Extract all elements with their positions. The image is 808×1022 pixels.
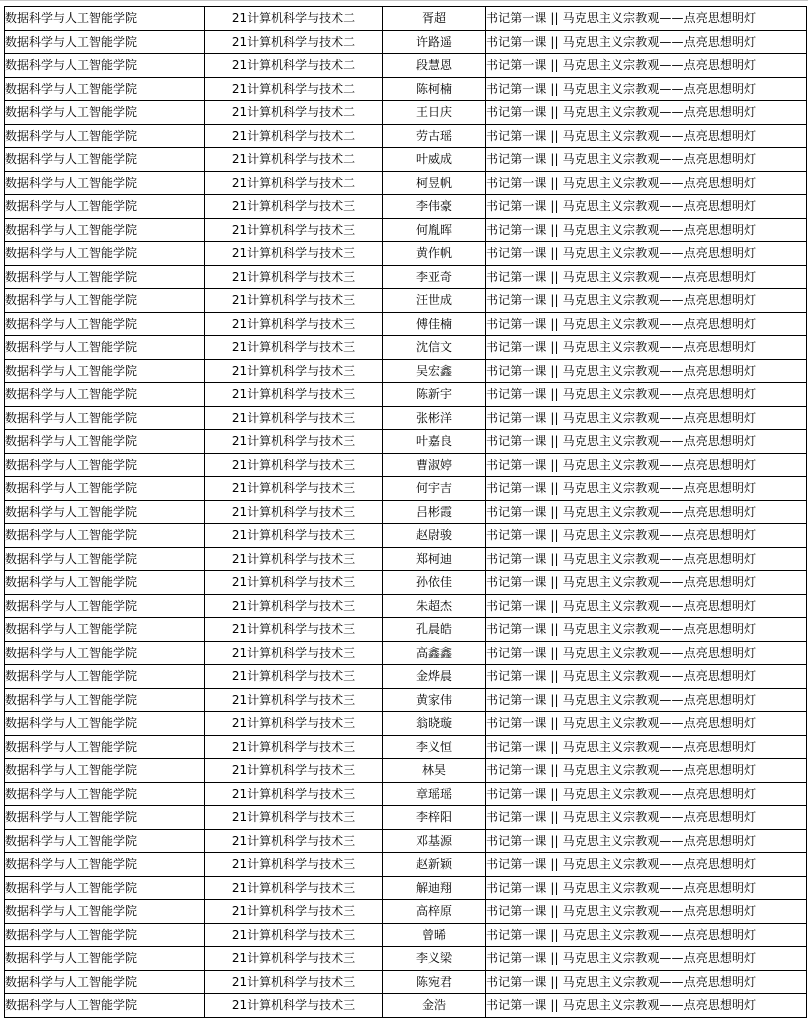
- table-row: [5, 641, 807, 665]
- course-cell: 书记第一课 || 马克思主义宗教观——点亮思想明灯: [486, 171, 807, 195]
- student-name-cell: 朱超杰: [383, 594, 486, 618]
- course-cell: 书记第一课 || 马克思主义宗教观——点亮思想明灯: [486, 618, 807, 642]
- table-row: [5, 524, 807, 548]
- course-cell: 书记第一课 || 马克思主义宗教观——点亮思想明灯: [486, 547, 807, 571]
- student-name-cell: 吴宏鑫: [383, 359, 486, 383]
- class-cell: 21计算机科学与技术三: [205, 477, 383, 501]
- college-cell: 数据科学与人工智能学院: [5, 712, 205, 736]
- college-cell: 数据科学与人工智能学院: [5, 477, 205, 501]
- class-cell: 21计算机科学与技术三: [205, 806, 383, 830]
- student-name-cell: 李亚奇: [383, 265, 486, 289]
- student-name-cell: 孔晨皓: [383, 618, 486, 642]
- student-name-cell: 翁晓璇: [383, 712, 486, 736]
- class-cell: 21计算机科学与技术二: [205, 7, 383, 31]
- class-cell: 21计算机科学与技术三: [205, 289, 383, 313]
- course-cell: 书记第一课 || 马克思主义宗教观——点亮思想明灯: [486, 195, 807, 219]
- student-name-cell: 金浩: [383, 994, 486, 1018]
- course-cell: 书记第一课 || 马克思主义宗教观——点亮思想明灯: [486, 806, 807, 830]
- course-cell: 书记第一课 || 马克思主义宗教观——点亮思想明灯: [486, 242, 807, 266]
- course-cell: 书记第一课 || 马克思主义宗教观——点亮思想明灯: [486, 571, 807, 595]
- table-row: [5, 477, 807, 501]
- student-name-cell: 许路遥: [383, 30, 486, 54]
- student-name-cell: 孙依佳: [383, 571, 486, 595]
- table-row: [5, 453, 807, 477]
- table-row: [5, 571, 807, 595]
- course-cell: 书记第一课 || 马克思主义宗教观——点亮思想明灯: [486, 923, 807, 947]
- table-row: [5, 242, 807, 266]
- class-cell: 21计算机科学与技术三: [205, 265, 383, 289]
- table-row: [5, 994, 807, 1018]
- table-row: [5, 806, 807, 830]
- student-name-cell: 解迪翔: [383, 876, 486, 900]
- course-cell: 书记第一课 || 马克思主义宗教观——点亮思想明灯: [486, 688, 807, 712]
- student-name-cell: 李梓阳: [383, 806, 486, 830]
- student-name-cell: 张彬洋: [383, 406, 486, 430]
- table-row: [5, 101, 807, 125]
- class-cell: 21计算机科学与技术三: [205, 829, 383, 853]
- course-cell: 书记第一课 || 马克思主义宗教观——点亮思想明灯: [486, 30, 807, 54]
- college-cell: 数据科学与人工智能学院: [5, 782, 205, 806]
- table-row: [5, 218, 807, 242]
- college-cell: 数据科学与人工智能学院: [5, 7, 205, 31]
- college-cell: 数据科学与人工智能学院: [5, 876, 205, 900]
- table-row: [5, 712, 807, 736]
- class-cell: 21计算机科学与技术二: [205, 101, 383, 125]
- college-cell: 数据科学与人工智能学院: [5, 54, 205, 78]
- student-name-cell: 李伟豪: [383, 195, 486, 219]
- college-cell: 数据科学与人工智能学院: [5, 30, 205, 54]
- college-cell: 数据科学与人工智能学院: [5, 806, 205, 830]
- college-cell: 数据科学与人工智能学院: [5, 383, 205, 407]
- course-cell: 书记第一课 || 马克思主义宗教观——点亮思想明灯: [486, 500, 807, 524]
- table-row: [5, 923, 807, 947]
- college-cell: 数据科学与人工智能学院: [5, 688, 205, 712]
- college-cell: 数据科学与人工智能学院: [5, 171, 205, 195]
- table-row: [5, 7, 807, 31]
- roster-table-body: [5, 7, 807, 1018]
- table-row: [5, 383, 807, 407]
- course-cell: 书记第一课 || 马克思主义宗教观——点亮思想明灯: [486, 594, 807, 618]
- table-row: [5, 406, 807, 430]
- course-cell: 书记第一课 || 马克思主义宗教观——点亮思想明灯: [486, 218, 807, 242]
- class-cell: 21计算机科学与技术三: [205, 853, 383, 877]
- college-cell: 数据科学与人工智能学院: [5, 641, 205, 665]
- student-name-cell: 章瑶瑶: [383, 782, 486, 806]
- student-name-cell: 林昊: [383, 759, 486, 783]
- table-row: [5, 665, 807, 689]
- class-cell: 21计算机科学与技术二: [205, 77, 383, 101]
- table-row: [5, 54, 807, 78]
- class-cell: 21计算机科学与技术三: [205, 994, 383, 1018]
- course-cell: 书记第一课 || 马克思主义宗教观——点亮思想明灯: [486, 524, 807, 548]
- course-cell: 书记第一课 || 马克思主义宗教观——点亮思想明灯: [486, 359, 807, 383]
- college-cell: 数据科学与人工智能学院: [5, 336, 205, 360]
- course-cell: 书记第一课 || 马克思主义宗教观——点亮思想明灯: [486, 900, 807, 924]
- course-cell: 书记第一课 || 马克思主义宗教观——点亮思想明灯: [486, 54, 807, 78]
- student-name-cell: 高鑫鑫: [383, 641, 486, 665]
- table-row: [5, 876, 807, 900]
- course-cell: 书记第一课 || 马克思主义宗教观——点亮思想明灯: [486, 947, 807, 971]
- class-cell: 21计算机科学与技术三: [205, 218, 383, 242]
- college-cell: 数据科学与人工智能学院: [5, 759, 205, 783]
- student-name-cell: 沈信文: [383, 336, 486, 360]
- college-cell: 数据科学与人工智能学院: [5, 923, 205, 947]
- table-row: [5, 947, 807, 971]
- student-name-cell: 吕彬霞: [383, 500, 486, 524]
- table-row: [5, 30, 807, 54]
- college-cell: 数据科学与人工智能学院: [5, 947, 205, 971]
- student-name-cell: 段慧恩: [383, 54, 486, 78]
- table-row: [5, 688, 807, 712]
- college-cell: 数据科学与人工智能学院: [5, 853, 205, 877]
- student-name-cell: 胥超: [383, 7, 486, 31]
- class-cell: 21计算机科学与技术三: [205, 782, 383, 806]
- class-cell: 21计算机科学与技术三: [205, 759, 383, 783]
- college-cell: 数据科学与人工智能学院: [5, 524, 205, 548]
- college-cell: 数据科学与人工智能学院: [5, 453, 205, 477]
- table-row: [5, 77, 807, 101]
- course-cell: 书记第一课 || 马克思主义宗教观——点亮思想明灯: [486, 970, 807, 994]
- college-cell: 数据科学与人工智能学院: [5, 829, 205, 853]
- course-cell: 书记第一课 || 马克思主义宗教观——点亮思想明灯: [486, 712, 807, 736]
- student-name-cell: 金烨晨: [383, 665, 486, 689]
- student-name-cell: 黄作帆: [383, 242, 486, 266]
- course-cell: 书记第一课 || 马克思主义宗教观——点亮思想明灯: [486, 994, 807, 1018]
- table-row: [5, 759, 807, 783]
- course-cell: 书记第一课 || 马克思主义宗教观——点亮思想明灯: [486, 641, 807, 665]
- roster-table: [4, 6, 807, 1018]
- course-cell: 书记第一课 || 马克思主义宗教观——点亮思想明灯: [486, 101, 807, 125]
- class-cell: 21计算机科学与技术三: [205, 383, 383, 407]
- student-name-cell: 曾晞: [383, 923, 486, 947]
- college-cell: 数据科学与人工智能学院: [5, 218, 205, 242]
- class-cell: 21计算机科学与技术三: [205, 594, 383, 618]
- class-cell: 21计算机科学与技术三: [205, 524, 383, 548]
- class-cell: 21计算机科学与技术三: [205, 547, 383, 571]
- college-cell: 数据科学与人工智能学院: [5, 547, 205, 571]
- course-cell: 书记第一课 || 马克思主义宗教观——点亮思想明灯: [486, 735, 807, 759]
- course-cell: 书记第一课 || 马克思主义宗教观——点亮思想明灯: [486, 124, 807, 148]
- course-cell: 书记第一课 || 马克思主义宗教观——点亮思想明灯: [486, 453, 807, 477]
- class-cell: 21计算机科学与技术三: [205, 641, 383, 665]
- class-cell: 21计算机科学与技术三: [205, 500, 383, 524]
- course-cell: 书记第一课 || 马克思主义宗教观——点亮思想明灯: [486, 336, 807, 360]
- student-name-cell: 柯昱帆: [383, 171, 486, 195]
- class-cell: 21计算机科学与技术三: [205, 312, 383, 336]
- class-cell: 21计算机科学与技术三: [205, 406, 383, 430]
- table-row: [5, 359, 807, 383]
- table-row: [5, 171, 807, 195]
- student-name-cell: 王日庆: [383, 101, 486, 125]
- class-cell: 21计算机科学与技术二: [205, 148, 383, 172]
- course-cell: 书记第一课 || 马克思主义宗教观——点亮思想明灯: [486, 148, 807, 172]
- student-name-cell: 何宇吉: [383, 477, 486, 501]
- class-cell: 21计算机科学与技术二: [205, 124, 383, 148]
- class-cell: 21计算机科学与技术三: [205, 453, 383, 477]
- student-name-cell: 李义恒: [383, 735, 486, 759]
- table-row: [5, 970, 807, 994]
- student-name-cell: 李义梁: [383, 947, 486, 971]
- course-cell: 书记第一课 || 马克思主义宗教观——点亮思想明灯: [486, 876, 807, 900]
- class-cell: 21计算机科学与技术三: [205, 359, 383, 383]
- table-row: [5, 312, 807, 336]
- student-name-cell: 陈新宇: [383, 383, 486, 407]
- page-top-rule: [0, 0, 808, 4]
- table-row: [5, 829, 807, 853]
- table-row: [5, 430, 807, 454]
- table-row: [5, 336, 807, 360]
- class-cell: 21计算机科学与技术三: [205, 571, 383, 595]
- college-cell: 数据科学与人工智能学院: [5, 900, 205, 924]
- class-cell: 21计算机科学与技术三: [205, 712, 383, 736]
- table-row: [5, 735, 807, 759]
- table-row: [5, 124, 807, 148]
- college-cell: 数据科学与人工智能学院: [5, 430, 205, 454]
- table-row: [5, 853, 807, 877]
- college-cell: 数据科学与人工智能学院: [5, 289, 205, 313]
- table-row: [5, 500, 807, 524]
- college-cell: 数据科学与人工智能学院: [5, 571, 205, 595]
- table-row: [5, 594, 807, 618]
- college-cell: 数据科学与人工智能学院: [5, 242, 205, 266]
- class-cell: 21计算机科学与技术三: [205, 947, 383, 971]
- course-cell: 书记第一课 || 马克思主义宗教观——点亮思想明灯: [486, 782, 807, 806]
- course-cell: 书记第一课 || 马克思主义宗教观——点亮思想明灯: [486, 665, 807, 689]
- student-name-cell: 邓基源: [383, 829, 486, 853]
- table-row: [5, 547, 807, 571]
- student-name-cell: 曹淑婷: [383, 453, 486, 477]
- table-row: [5, 195, 807, 219]
- table-row: [5, 265, 807, 289]
- college-cell: 数据科学与人工智能学院: [5, 265, 205, 289]
- class-cell: 21计算机科学与技术三: [205, 336, 383, 360]
- course-cell: 书记第一课 || 马克思主义宗教观——点亮思想明灯: [486, 829, 807, 853]
- table-row: [5, 289, 807, 313]
- class-cell: 21计算机科学与技术三: [205, 735, 383, 759]
- college-cell: 数据科学与人工智能学院: [5, 665, 205, 689]
- course-cell: 书记第一课 || 马克思主义宗教观——点亮思想明灯: [486, 759, 807, 783]
- college-cell: 数据科学与人工智能学院: [5, 312, 205, 336]
- college-cell: 数据科学与人工智能学院: [5, 994, 205, 1018]
- course-cell: 书记第一课 || 马克思主义宗教观——点亮思想明灯: [486, 77, 807, 101]
- student-name-cell: 叶威成: [383, 148, 486, 172]
- class-cell: 21计算机科学与技术三: [205, 923, 383, 947]
- table-row: [5, 148, 807, 172]
- student-name-cell: 陈柯楠: [383, 77, 486, 101]
- course-cell: 书记第一课 || 马克思主义宗教观——点亮思想明灯: [486, 477, 807, 501]
- course-cell: 书记第一课 || 马克思主义宗教观——点亮思想明灯: [486, 430, 807, 454]
- college-cell: 数据科学与人工智能学院: [5, 618, 205, 642]
- course-cell: 书记第一课 || 马克思主义宗教观——点亮思想明灯: [486, 265, 807, 289]
- course-cell: 书记第一课 || 马克思主义宗教观——点亮思想明灯: [486, 383, 807, 407]
- student-name-cell: 叶嘉良: [383, 430, 486, 454]
- course-cell: 书记第一课 || 马克思主义宗教观——点亮思想明灯: [486, 312, 807, 336]
- student-name-cell: 赵尉骏: [383, 524, 486, 548]
- class-cell: 21计算机科学与技术三: [205, 242, 383, 266]
- class-cell: 21计算机科学与技术三: [205, 688, 383, 712]
- class-cell: 21计算机科学与技术二: [205, 54, 383, 78]
- student-name-cell: 傅佳楠: [383, 312, 486, 336]
- class-cell: 21计算机科学与技术三: [205, 665, 383, 689]
- college-cell: 数据科学与人工智能学院: [5, 101, 205, 125]
- college-cell: 数据科学与人工智能学院: [5, 77, 205, 101]
- college-cell: 数据科学与人工智能学院: [5, 594, 205, 618]
- college-cell: 数据科学与人工智能学院: [5, 500, 205, 524]
- college-cell: 数据科学与人工智能学院: [5, 124, 205, 148]
- student-name-cell: 何胤晖: [383, 218, 486, 242]
- class-cell: 21计算机科学与技术二: [205, 30, 383, 54]
- student-name-cell: 黄家伟: [383, 688, 486, 712]
- class-cell: 21计算机科学与技术三: [205, 876, 383, 900]
- course-cell: 书记第一课 || 马克思主义宗教观——点亮思想明灯: [486, 853, 807, 877]
- table-row: [5, 900, 807, 924]
- college-cell: 数据科学与人工智能学院: [5, 359, 205, 383]
- course-cell: 书记第一课 || 马克思主义宗教观——点亮思想明灯: [486, 406, 807, 430]
- college-cell: 数据科学与人工智能学院: [5, 735, 205, 759]
- table-row: [5, 782, 807, 806]
- student-name-cell: 高梓原: [383, 900, 486, 924]
- class-cell: 21计算机科学与技术三: [205, 430, 383, 454]
- student-name-cell: 赵新颖: [383, 853, 486, 877]
- course-cell: 书记第一课 || 马克思主义宗教观——点亮思想明灯: [486, 7, 807, 31]
- college-cell: 数据科学与人工智能学院: [5, 195, 205, 219]
- college-cell: 数据科学与人工智能学院: [5, 406, 205, 430]
- student-name-cell: 陈宛君: [383, 970, 486, 994]
- student-name-cell: 汪世成: [383, 289, 486, 313]
- class-cell: 21计算机科学与技术二: [205, 171, 383, 195]
- college-cell: 数据科学与人工智能学院: [5, 970, 205, 994]
- college-cell: 数据科学与人工智能学院: [5, 148, 205, 172]
- student-name-cell: 劳古瑶: [383, 124, 486, 148]
- class-cell: 21计算机科学与技术三: [205, 970, 383, 994]
- class-cell: 21计算机科学与技术三: [205, 618, 383, 642]
- class-cell: 21计算机科学与技术三: [205, 195, 383, 219]
- class-cell: 21计算机科学与技术三: [205, 900, 383, 924]
- course-cell: 书记第一课 || 马克思主义宗教观——点亮思想明灯: [486, 289, 807, 313]
- table-row: [5, 618, 807, 642]
- student-name-cell: 郑柯迪: [383, 547, 486, 571]
